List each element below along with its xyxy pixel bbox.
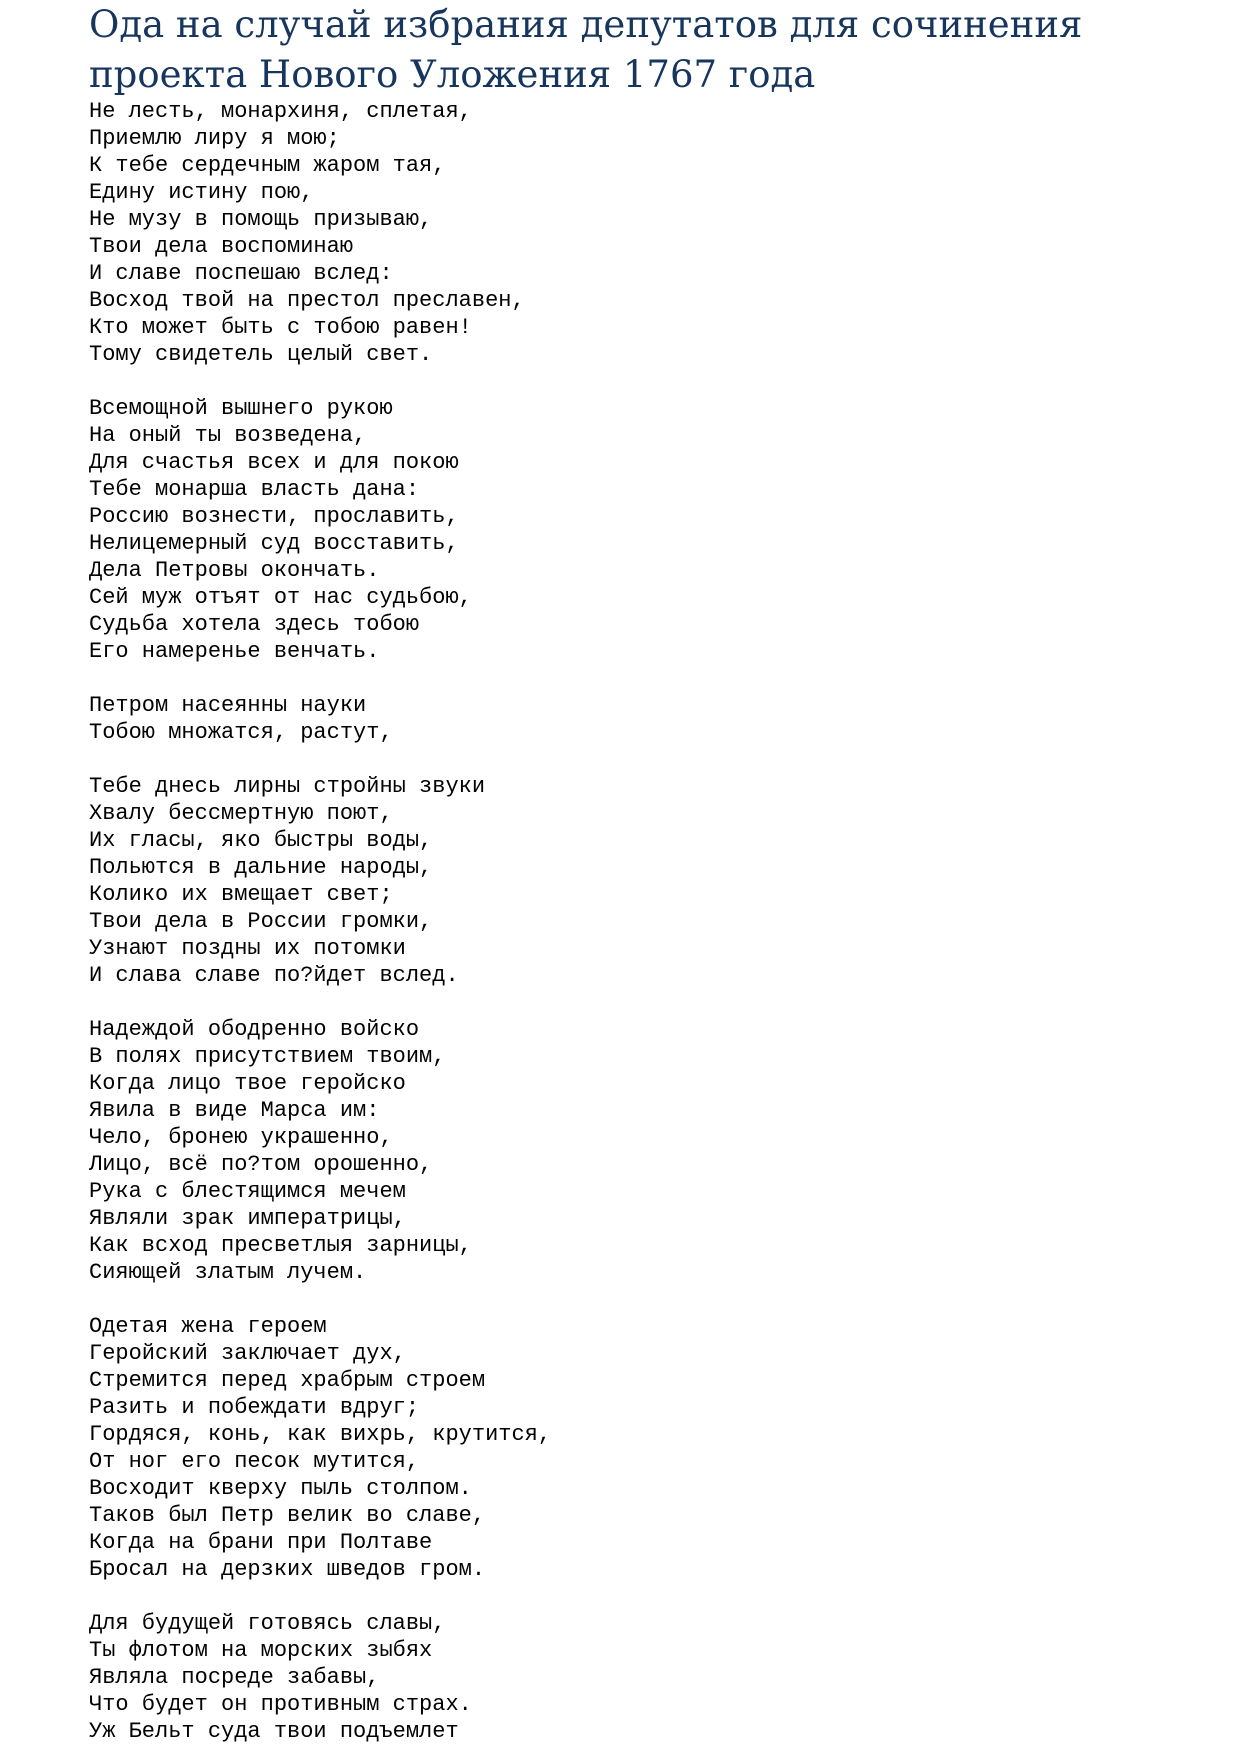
poem-line: Когда на брани при Полтаве (89, 1530, 433, 1555)
poem-line: Являла посреде забавы, (89, 1665, 380, 1690)
poem-line: В полях присутствием твоим, (89, 1044, 446, 1069)
title-line-2: проекта Нового Уложения 1767 года (89, 53, 816, 96)
poem-line: На оный ты возведена, (89, 423, 367, 448)
poem-line: Тобою множатся, растут, (89, 720, 393, 745)
poem-line: Тебе монарша власть дана: (89, 477, 420, 502)
poem-line: Надеждой ободренно войско (89, 1017, 420, 1042)
poem-line: Едину истину пою, (89, 180, 314, 205)
poem-line: Для будущей готовясь славы, (89, 1611, 446, 1636)
poem-line: Кто может быть с тобою равен! (89, 315, 472, 340)
poem-line: Твои дела воспоминаю (89, 234, 354, 259)
poem-line: Для счастья всех и для покою (89, 450, 459, 475)
poem-line: Тебе днесь лирны стройны звуки (89, 774, 486, 799)
stanza (89, 98, 1189, 368)
poem-line: Твои дела в России громки, (89, 909, 433, 934)
poem-line: Гордяся, конь, как вихрь, крутится, (89, 1422, 552, 1447)
poem-line: Хвалу бессмертную поют, (89, 801, 393, 826)
poem-line: Дела Петровы окончать. (89, 558, 380, 583)
poem-line: Когда лицо твое геройско (89, 1071, 406, 1096)
poem-body (89, 98, 1189, 1754)
poem-line: К тебе сердечным жаром тая, (89, 153, 446, 178)
poem-line: Приемлю лиру я мою; (89, 126, 340, 151)
poem-line: Тому свидетель целый свет. (89, 342, 433, 367)
stanza (89, 1016, 1189, 1286)
poem-line: Их гласы, яко быстры воды, (89, 828, 433, 853)
poem-line: Явила в виде Марса им: (89, 1098, 380, 1123)
poem-line: Геройский заключает дух, (89, 1341, 406, 1366)
poem-line: Всемощной вышнего рукою (89, 396, 393, 421)
poem-line: Не музу в помощь призываю, (89, 207, 433, 232)
poem-line: Восходит кверху пыль столпом. (89, 1476, 472, 1501)
poem-line: Лицо, всё по?том орошенно, (89, 1152, 433, 1177)
stanza (89, 395, 1189, 665)
poem-line: Не лесть, монархиня, сплетая, (89, 99, 472, 124)
poem-line: И славе поспешаю вслед: (89, 261, 393, 286)
poem-line: Колико их вмещает свет; (89, 882, 393, 907)
poem-line: Его намеренье венчать. (89, 639, 380, 664)
title-line-1: Ода на случай избрания депутатов для сочинения (89, 3, 1083, 46)
poem-line: Одетая жена героем (89, 1314, 327, 1339)
poem-line: Рука с блестящимся мечем (89, 1179, 406, 1204)
stanza (89, 773, 1189, 989)
poem-line: И слава славе по?йдет вслед. (89, 963, 459, 988)
stanza (89, 1610, 1189, 1745)
poem-line: Бросал на дерзких шведов гром. (89, 1557, 486, 1582)
poem-line: Нелицемерный суд восставить, (89, 531, 459, 556)
poem-line: Судьба хотела здесь тобою (89, 612, 420, 637)
stanza (89, 692, 1189, 746)
poem-line: Являли зрак императрицы, (89, 1206, 406, 1231)
poem-line: Таков был Петр велик во славе, (89, 1503, 486, 1528)
poem-line: Польются в дальние народы, (89, 855, 433, 880)
poem-line: Как всход пресветлыя зарницы, (89, 1233, 472, 1258)
poem-line: Уж Бельт суда твои подъемлет (89, 1719, 459, 1744)
poem-line: Ты флотом на морских зыбях (89, 1638, 433, 1663)
poem-line: От ног его песок мутится, (89, 1449, 420, 1474)
poem-line: Восход твой на престол преславен, (89, 288, 525, 313)
poem-line: Узнают поздны их потомки (89, 936, 406, 961)
poem-line: Сей муж отъят от нас судьбою, (89, 585, 472, 610)
poem-line: Сияющей златым лучем. (89, 1260, 367, 1285)
poem-line: Стремится перед храбрым строем (89, 1368, 486, 1393)
poem-line: Что будет он противным страх. (89, 1692, 472, 1717)
poem-line: Разить и побеждати вдруг; (89, 1395, 420, 1420)
stanza (89, 1313, 1189, 1583)
poem-line: Россию вознести, прославить, (89, 504, 459, 529)
poem-line: Петром насеянны науки (89, 693, 367, 718)
poem-line: Чело, бронею украшенно, (89, 1125, 393, 1150)
document-title (89, 0, 1209, 100)
